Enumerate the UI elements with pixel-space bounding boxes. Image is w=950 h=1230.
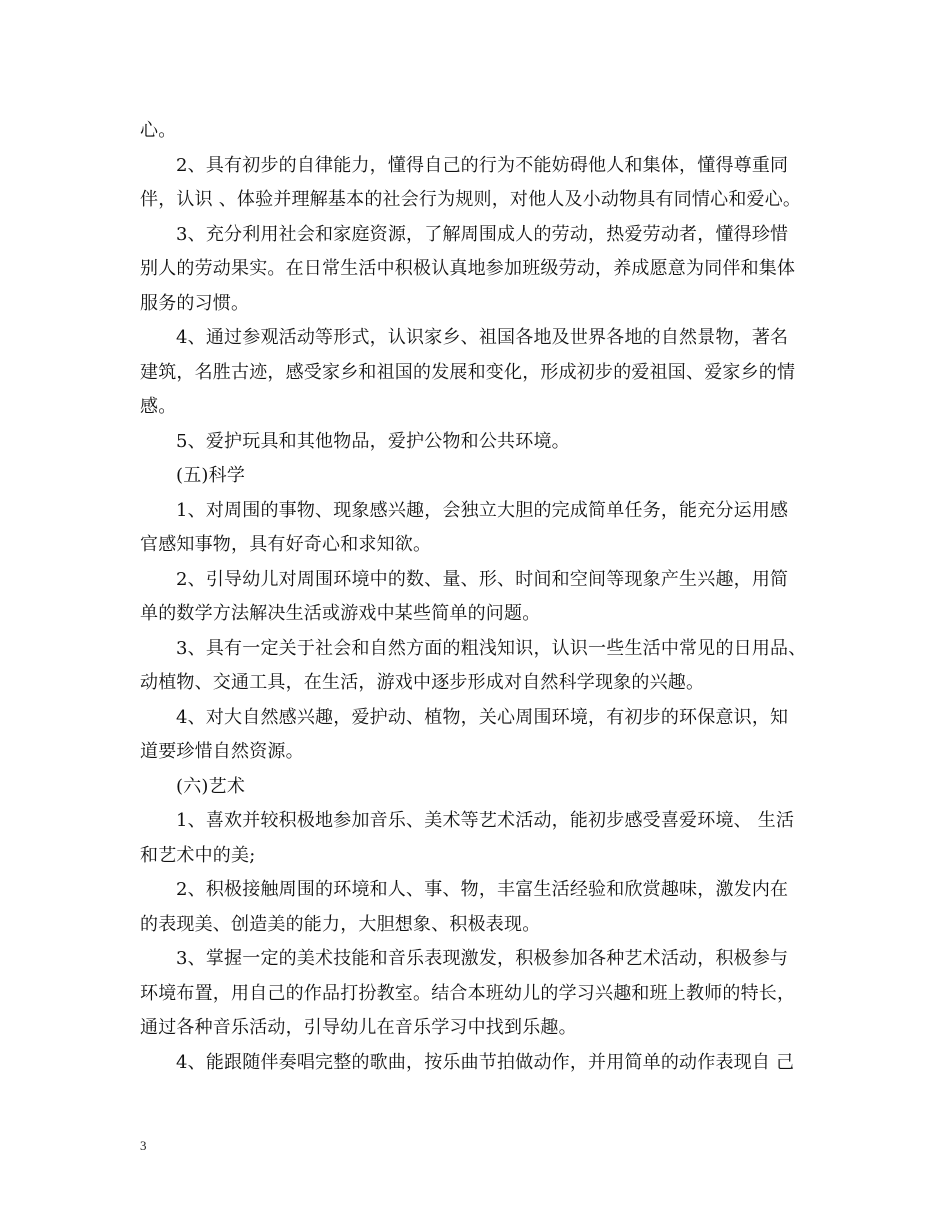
body-line: 道要珍惜自然资源。 [140,741,304,762]
section-heading-art: (六)艺术 [176,775,246,797]
body-line: 2、具有初步的自律能力，懂得自己的行为不能妨碍他人和集体，懂得尊重同 [176,154,789,176]
body-line: 1、喜欢并较积极地参加音乐、美术等艺术活动，能初步感受喜爱环境、 生活 [176,810,795,831]
body-line: 5、爱护玩具和其他物品，爱护公物和公共环境。 [176,430,570,452]
body-line: 3、具有一定关于社会和自然方面的粗浅知识，认识一些生活中常见的日用品、 [176,637,807,659]
body-line: 心。 [140,120,177,141]
body-line: 官感知事物，具有好奇心和求知欲。 [140,534,432,555]
body-line: 动植物、交通工具，在生活，游戏中逐步形成对自然科学现象的兴趣。 [140,672,705,693]
section-heading-science: (五)科学 [176,465,246,486]
page-number: 3 [140,1138,147,1153]
document-body [140,114,812,1080]
body-line: 3、充分利用社会和家庭资源，了解周围成人的劳动，热爱劳动者，懂得珍惜 [176,223,789,245]
body-line: 通过各种音乐活动，引导幼儿在音乐学习中找到乐趣。 [140,1017,577,1038]
body-line: 4、通过参观活动等形式，认识家乡、祖国各地及世界各地的自然景物，著名 [176,327,789,348]
body-line: 3、掌握一定的美术技能和音乐表现激发，积极参加各种艺术活动，积极参与 [176,948,789,969]
body-line: 1、对周围的事物、现象感兴趣，会独立大胆的完成简单任务，能充分运用感 [176,499,789,521]
body-line: 伴，认识 、体验并理解基本的社会行为规则，对他人及小动物具有同情心和爱心。 [140,189,802,210]
body-line: 和艺术中的美; [140,844,256,866]
body-line: 2、积极接触周围的环境和人、事、物，丰富生活经验和欣赏趣味，激发内在 [176,879,789,900]
body-line: 4、能跟随伴奏唱完整的歌曲，按乐曲节拍做动作，并用简单的动作表现自 己 [176,1051,795,1073]
body-line: 别人的劳动果实。在日常生活中积极认真地参加班级劳动，养成愿意为同伴和集体 [140,258,796,279]
body-line: 单的数学方法解决生活或游戏中某些简单的问题。 [140,603,541,624]
body-line: 的表现美、创造美的能力，大胆想象、积极表现。 [140,913,541,935]
body-line: 建筑，名胜古迹，感受家乡和祖国的发展和变化，形成初步的爱祖国、爱家乡的情 [140,361,796,383]
body-line: 环境布置，用自己的作品打扮教室。结合本班幼儿的学习兴趣和班上教师的特长， [140,982,796,1004]
body-line: 服务的习惯。 [140,292,250,314]
body-line: 4、对大自然感兴趣，爱护动、植物，关心周围环境，有初步的环保意识，知 [176,706,789,728]
body-line: 感。 [140,396,177,417]
body-line: 2、引导幼儿对周围环境中的数、量、形、时间和空间等现象产生兴趣，用简 [176,568,789,590]
